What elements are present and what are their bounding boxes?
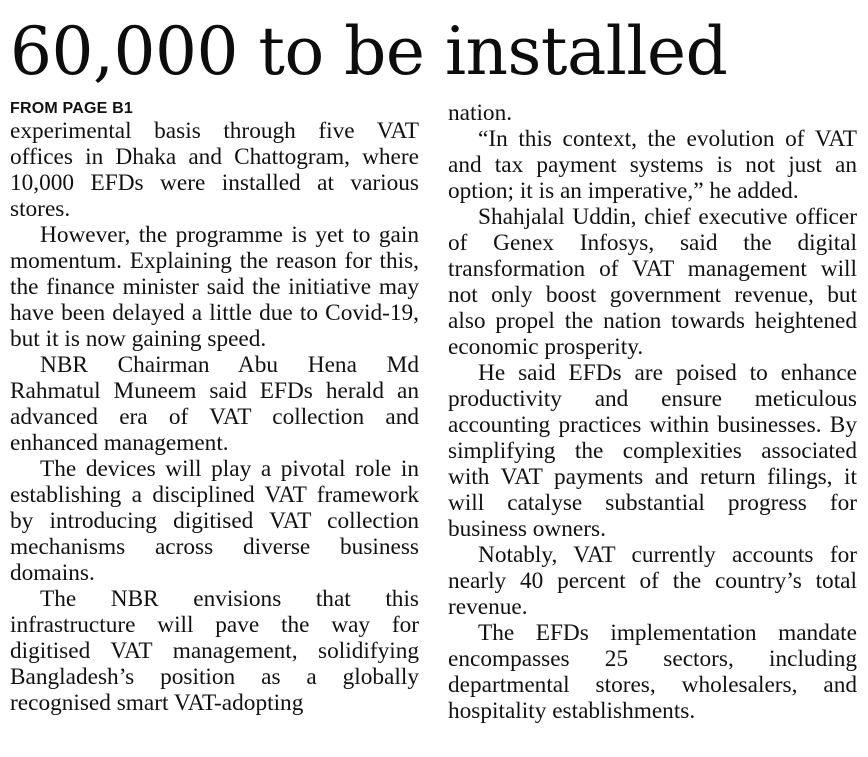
paragraph: Notably, VAT currently accounts for nearly 40 percent of the country’s total revenue. [448,542,857,620]
paragraph: The devices will play a pivotal role in establishing a disciplined VAT framework by introducing digitised VAT collection mechanisms across diverse business domains. [10,456,419,586]
paragraph: nation. [448,100,513,126]
paragraph: The NBR envisions that this infrastructure will pave the way for digitised VAT management, solidifying Bangladesh’s position as a globally recognised smart VAT-adopting [10,586,419,716]
paragraph: However, the programme is yet to gain momentum. Explaining the reason for this, the finance minister said the initiative may have been delayed a little due to Covid-19, but it is now gaining speed. [10,222,419,352]
headline: 60,000 to be installed [10,13,728,90]
paragraph: The EFDs implementation mandate encompasses 25 sectors, including departmental stores, wholesalers, and hospitality establishments. [448,620,857,724]
paragraph: experimental basis through five VAT offices in Dhaka and Chattogram, where 10,000 EFDs were installed at various stores. [10,118,419,222]
continued-from-label: FROM PAGE B1 [10,100,134,117]
paragraph: NBR Chairman Abu Hena Md Rahmatul Muneem said EFDs herald an advanced era of VAT collection and enhanced management. [10,352,419,456]
paragraph: He said EFDs are poised to enhance productivity and ensure meticulous accounting practices within businesses. By simplifying the complexities associated with VAT payments and return filings, it will catalyse substantial progress for business owners. [448,360,857,542]
paragraph: Shahjalal Uddin, chief executive officer of Genex Infosys, said the digital transformation of VAT management will not only boost government revenue, but also propel the nation towards heightened economic prosperity. [448,204,857,360]
article-column-left [10,100,419,716]
paragraph: “In this context, the evolution of VAT and tax payment systems is not just an option; it is an imperative,” he added. [448,126,857,204]
article-column-right [448,100,857,724]
